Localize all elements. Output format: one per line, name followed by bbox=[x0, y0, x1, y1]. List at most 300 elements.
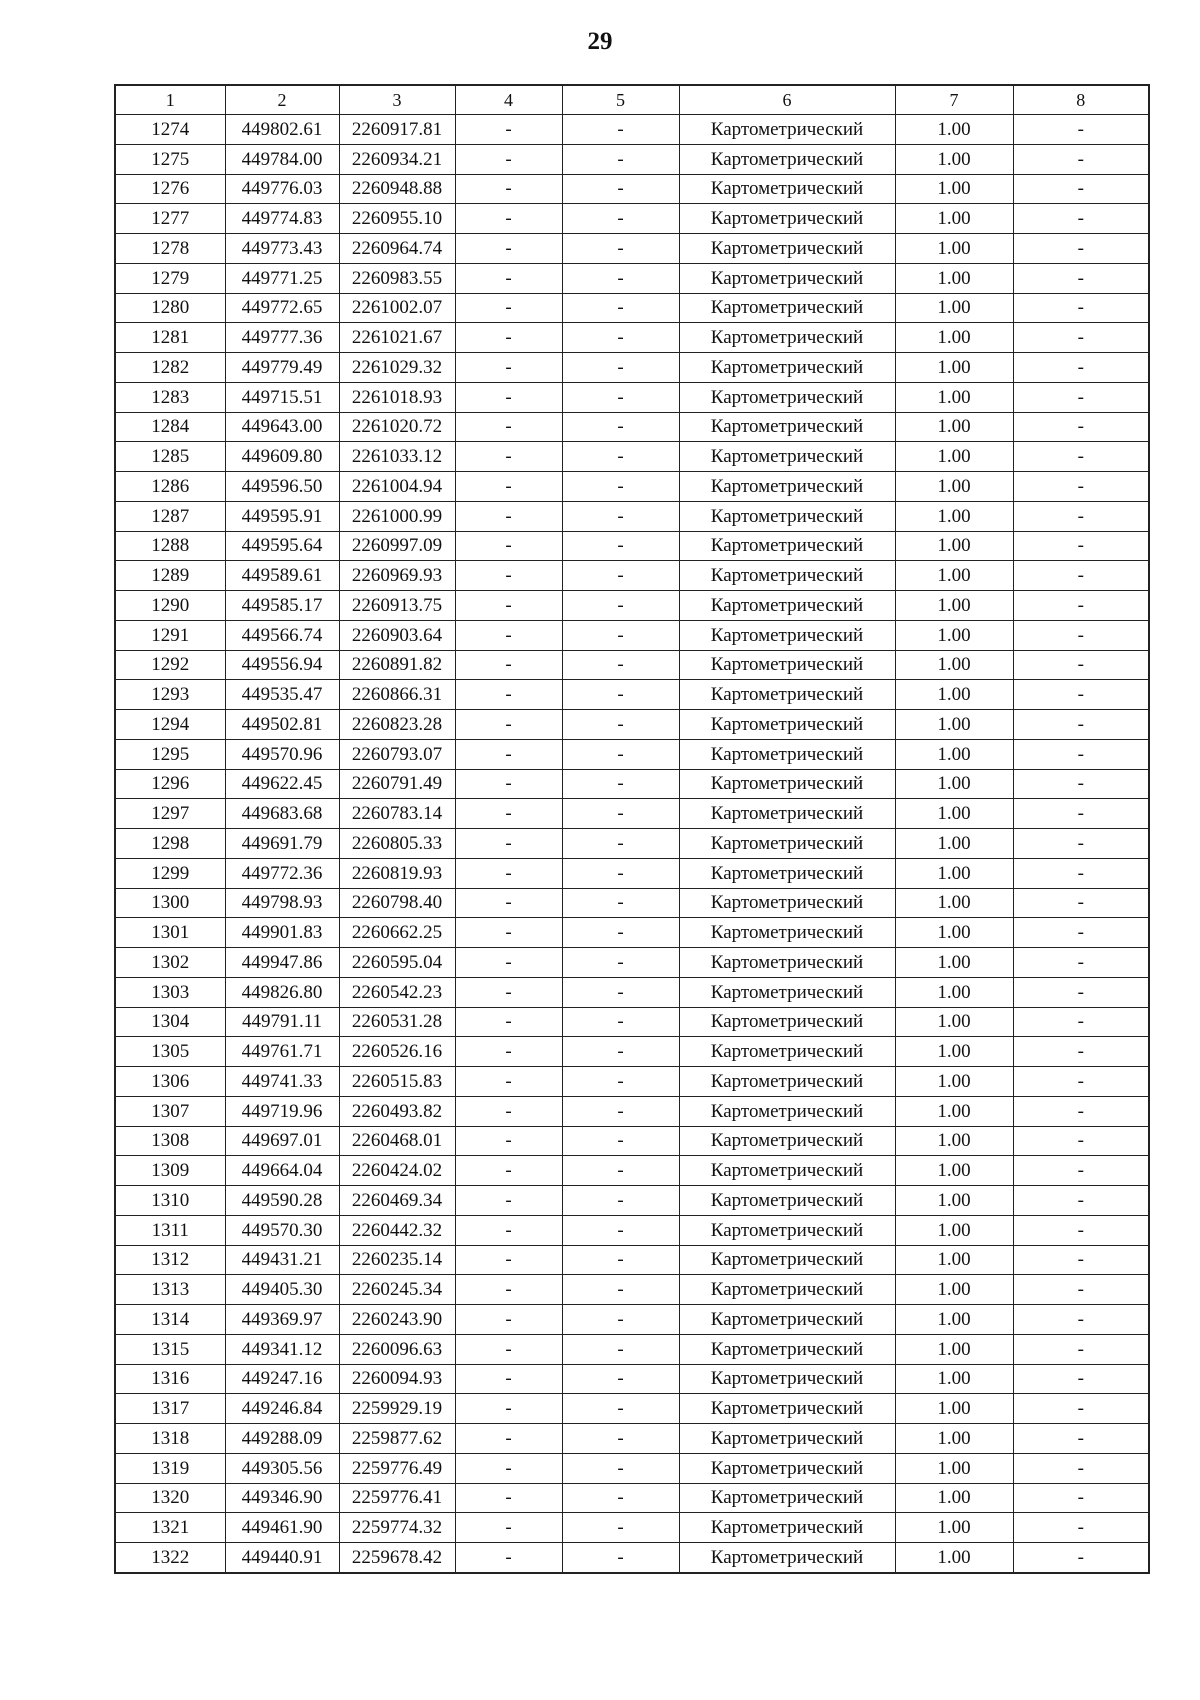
point-number-cell: 1297 bbox=[115, 799, 225, 829]
col4-cell: - bbox=[455, 650, 562, 680]
accuracy-cell: 1.00 bbox=[895, 710, 1013, 740]
col5-cell: - bbox=[562, 501, 679, 531]
table-row bbox=[115, 382, 1149, 412]
y-coordinate-cell: 2260531.28 bbox=[339, 1007, 455, 1037]
point-number-cell: 1282 bbox=[115, 353, 225, 383]
col4-cell: - bbox=[455, 144, 562, 174]
col8-cell: - bbox=[1013, 1483, 1149, 1513]
col8-cell: - bbox=[1013, 323, 1149, 353]
table-row bbox=[115, 561, 1149, 591]
x-coordinate-cell: 449589.61 bbox=[225, 561, 339, 591]
col4-cell: - bbox=[455, 1096, 562, 1126]
accuracy-cell: 1.00 bbox=[895, 739, 1013, 769]
y-coordinate-cell: 2260243.90 bbox=[339, 1305, 455, 1335]
col8-cell: - bbox=[1013, 1453, 1149, 1483]
col5-cell: - bbox=[562, 1334, 679, 1364]
accuracy-cell: 1.00 bbox=[895, 501, 1013, 531]
col5-cell: - bbox=[562, 353, 679, 383]
col5-cell: - bbox=[562, 323, 679, 353]
col4-cell: - bbox=[455, 620, 562, 650]
col5-cell: - bbox=[562, 1245, 679, 1275]
x-coordinate-cell: 449431.21 bbox=[225, 1245, 339, 1275]
x-coordinate-cell: 449461.90 bbox=[225, 1513, 339, 1543]
x-coordinate-cell: 449791.11 bbox=[225, 1007, 339, 1037]
y-coordinate-cell: 2260235.14 bbox=[339, 1245, 455, 1275]
method-cell: Картометрический bbox=[679, 1305, 895, 1335]
col4-cell: - bbox=[455, 353, 562, 383]
accuracy-cell: 1.00 bbox=[895, 442, 1013, 472]
method-cell: Картометрический bbox=[679, 680, 895, 710]
point-number-cell: 1322 bbox=[115, 1543, 225, 1573]
col4-cell: - bbox=[455, 531, 562, 561]
x-coordinate-cell: 449246.84 bbox=[225, 1394, 339, 1424]
accuracy-cell: 1.00 bbox=[895, 918, 1013, 948]
x-coordinate-cell: 449691.79 bbox=[225, 829, 339, 859]
col8-cell: - bbox=[1013, 412, 1149, 442]
method-cell: Картометрический bbox=[679, 1007, 895, 1037]
table-row bbox=[115, 739, 1149, 769]
table-row bbox=[115, 591, 1149, 621]
col4-cell: - bbox=[455, 234, 562, 264]
point-number-cell: 1294 bbox=[115, 710, 225, 740]
table-row bbox=[115, 1394, 1149, 1424]
method-cell: Картометрический bbox=[679, 1424, 895, 1454]
accuracy-cell: 1.00 bbox=[895, 1067, 1013, 1097]
col5-cell: - bbox=[562, 858, 679, 888]
method-cell: Картометрический bbox=[679, 1453, 895, 1483]
method-cell: Картометрический bbox=[679, 1483, 895, 1513]
point-number-cell: 1291 bbox=[115, 620, 225, 650]
point-number-cell: 1281 bbox=[115, 323, 225, 353]
accuracy-cell: 1.00 bbox=[895, 769, 1013, 799]
col4-cell: - bbox=[455, 204, 562, 234]
accuracy-cell: 1.00 bbox=[895, 1453, 1013, 1483]
method-cell: Картометрический bbox=[679, 1543, 895, 1573]
point-number-cell: 1296 bbox=[115, 769, 225, 799]
y-coordinate-cell: 2260424.02 bbox=[339, 1156, 455, 1186]
col4-cell: - bbox=[455, 561, 562, 591]
col4-cell: - bbox=[455, 739, 562, 769]
col4-cell: - bbox=[455, 710, 562, 740]
point-number-cell: 1315 bbox=[115, 1334, 225, 1364]
x-coordinate-cell: 449798.93 bbox=[225, 888, 339, 918]
x-coordinate-cell: 449683.68 bbox=[225, 799, 339, 829]
point-number-cell: 1300 bbox=[115, 888, 225, 918]
col8-cell: - bbox=[1013, 918, 1149, 948]
accuracy-cell: 1.00 bbox=[895, 1483, 1013, 1513]
x-coordinate-cell: 449802.61 bbox=[225, 115, 339, 145]
column-header-2: 2 bbox=[225, 85, 339, 115]
col5-cell: - bbox=[562, 1215, 679, 1245]
table-row bbox=[115, 174, 1149, 204]
point-number-cell: 1319 bbox=[115, 1453, 225, 1483]
col8-cell: - bbox=[1013, 977, 1149, 1007]
table-row bbox=[115, 948, 1149, 978]
y-coordinate-cell: 2260094.93 bbox=[339, 1364, 455, 1394]
method-cell: Картометрический bbox=[679, 1364, 895, 1394]
point-number-cell: 1283 bbox=[115, 382, 225, 412]
col4-cell: - bbox=[455, 769, 562, 799]
x-coordinate-cell: 449622.45 bbox=[225, 769, 339, 799]
point-number-cell: 1310 bbox=[115, 1186, 225, 1216]
y-coordinate-cell: 2260934.21 bbox=[339, 144, 455, 174]
method-cell: Картометрический bbox=[679, 1126, 895, 1156]
point-number-cell: 1321 bbox=[115, 1513, 225, 1543]
point-number-cell: 1286 bbox=[115, 472, 225, 502]
point-number-cell: 1314 bbox=[115, 1305, 225, 1335]
table-row bbox=[115, 472, 1149, 502]
accuracy-cell: 1.00 bbox=[895, 1215, 1013, 1245]
col5-cell: - bbox=[562, 174, 679, 204]
point-number-cell: 1305 bbox=[115, 1037, 225, 1067]
y-coordinate-cell: 2260805.33 bbox=[339, 829, 455, 859]
accuracy-cell: 1.00 bbox=[895, 144, 1013, 174]
col5-cell: - bbox=[562, 1156, 679, 1186]
x-coordinate-cell: 449664.04 bbox=[225, 1156, 339, 1186]
col4-cell: - bbox=[455, 174, 562, 204]
y-coordinate-cell: 2260791.49 bbox=[339, 769, 455, 799]
x-coordinate-cell: 449771.25 bbox=[225, 263, 339, 293]
col5-cell: - bbox=[562, 799, 679, 829]
method-cell: Картометрический bbox=[679, 531, 895, 561]
col4-cell: - bbox=[455, 799, 562, 829]
table-body bbox=[115, 115, 1149, 1573]
point-number-cell: 1298 bbox=[115, 829, 225, 859]
col8-cell: - bbox=[1013, 442, 1149, 472]
method-cell: Картометрический bbox=[679, 977, 895, 1007]
col8-cell: - bbox=[1013, 1186, 1149, 1216]
x-coordinate-cell: 449341.12 bbox=[225, 1334, 339, 1364]
point-number-cell: 1288 bbox=[115, 531, 225, 561]
x-coordinate-cell: 449719.96 bbox=[225, 1096, 339, 1126]
col8-cell: - bbox=[1013, 234, 1149, 264]
y-coordinate-cell: 2259776.41 bbox=[339, 1483, 455, 1513]
table-row bbox=[115, 1186, 1149, 1216]
col5-cell: - bbox=[562, 293, 679, 323]
column-header-5: 5 bbox=[562, 85, 679, 115]
y-coordinate-cell: 2259678.42 bbox=[339, 1543, 455, 1573]
accuracy-cell: 1.00 bbox=[895, 1543, 1013, 1573]
col8-cell: - bbox=[1013, 1424, 1149, 1454]
x-coordinate-cell: 449609.80 bbox=[225, 442, 339, 472]
col4-cell: - bbox=[455, 501, 562, 531]
table-row bbox=[115, 144, 1149, 174]
col4-cell: - bbox=[455, 1007, 562, 1037]
table-row bbox=[115, 293, 1149, 323]
col8-cell: - bbox=[1013, 680, 1149, 710]
col4-cell: - bbox=[455, 829, 562, 859]
col4-cell: - bbox=[455, 442, 562, 472]
point-number-cell: 1289 bbox=[115, 561, 225, 591]
col4-cell: - bbox=[455, 1156, 562, 1186]
table-row bbox=[115, 412, 1149, 442]
accuracy-cell: 1.00 bbox=[895, 1186, 1013, 1216]
x-coordinate-cell: 449643.00 bbox=[225, 412, 339, 442]
table-row bbox=[115, 918, 1149, 948]
point-number-cell: 1313 bbox=[115, 1275, 225, 1305]
accuracy-cell: 1.00 bbox=[895, 293, 1013, 323]
accuracy-cell: 1.00 bbox=[895, 1334, 1013, 1364]
point-number-cell: 1280 bbox=[115, 293, 225, 323]
y-coordinate-cell: 2260515.83 bbox=[339, 1067, 455, 1097]
method-cell: Картометрический bbox=[679, 412, 895, 442]
accuracy-cell: 1.00 bbox=[895, 1513, 1013, 1543]
y-coordinate-cell: 2260969.93 bbox=[339, 561, 455, 591]
table-row bbox=[115, 1245, 1149, 1275]
col4-cell: - bbox=[455, 1037, 562, 1067]
y-coordinate-cell: 2261004.94 bbox=[339, 472, 455, 502]
col5-cell: - bbox=[562, 561, 679, 591]
method-cell: Картометрический bbox=[679, 829, 895, 859]
table-row bbox=[115, 829, 1149, 859]
col8-cell: - bbox=[1013, 263, 1149, 293]
col8-cell: - bbox=[1013, 293, 1149, 323]
col5-cell: - bbox=[562, 710, 679, 740]
accuracy-cell: 1.00 bbox=[895, 650, 1013, 680]
col4-cell: - bbox=[455, 888, 562, 918]
accuracy-cell: 1.00 bbox=[895, 204, 1013, 234]
method-cell: Картометрический bbox=[679, 263, 895, 293]
col8-cell: - bbox=[1013, 1156, 1149, 1186]
method-cell: Картометрический bbox=[679, 204, 895, 234]
x-coordinate-cell: 449556.94 bbox=[225, 650, 339, 680]
x-coordinate-cell: 449405.30 bbox=[225, 1275, 339, 1305]
col8-cell: - bbox=[1013, 799, 1149, 829]
col4-cell: - bbox=[455, 948, 562, 978]
accuracy-cell: 1.00 bbox=[895, 561, 1013, 591]
y-coordinate-cell: 2260823.28 bbox=[339, 710, 455, 740]
point-number-cell: 1308 bbox=[115, 1126, 225, 1156]
table-row bbox=[115, 323, 1149, 353]
col4-cell: - bbox=[455, 472, 562, 502]
table-row bbox=[115, 1513, 1149, 1543]
accuracy-cell: 1.00 bbox=[895, 591, 1013, 621]
point-number-cell: 1317 bbox=[115, 1394, 225, 1424]
col5-cell: - bbox=[562, 829, 679, 859]
method-cell: Картометрический bbox=[679, 1245, 895, 1275]
method-cell: Картометрический bbox=[679, 620, 895, 650]
y-coordinate-cell: 2261000.99 bbox=[339, 501, 455, 531]
y-coordinate-cell: 2260913.75 bbox=[339, 591, 455, 621]
x-coordinate-cell: 449741.33 bbox=[225, 1067, 339, 1097]
table-row bbox=[115, 1483, 1149, 1513]
col4-cell: - bbox=[455, 1483, 562, 1513]
col4-cell: - bbox=[455, 1513, 562, 1543]
y-coordinate-cell: 2261029.32 bbox=[339, 353, 455, 383]
method-cell: Картометрический bbox=[679, 115, 895, 145]
col4-cell: - bbox=[455, 1334, 562, 1364]
col5-cell: - bbox=[562, 263, 679, 293]
col8-cell: - bbox=[1013, 1543, 1149, 1573]
method-cell: Картометрический bbox=[679, 1156, 895, 1186]
col4-cell: - bbox=[455, 858, 562, 888]
col4-cell: - bbox=[455, 918, 562, 948]
accuracy-cell: 1.00 bbox=[895, 799, 1013, 829]
table-row bbox=[115, 1126, 1149, 1156]
x-coordinate-cell: 449826.80 bbox=[225, 977, 339, 1007]
table-row bbox=[115, 442, 1149, 472]
col8-cell: - bbox=[1013, 1364, 1149, 1394]
col5-cell: - bbox=[562, 948, 679, 978]
point-number-cell: 1279 bbox=[115, 263, 225, 293]
accuracy-cell: 1.00 bbox=[895, 1305, 1013, 1335]
table-row bbox=[115, 858, 1149, 888]
header-row bbox=[115, 85, 1149, 115]
table-row bbox=[115, 263, 1149, 293]
accuracy-cell: 1.00 bbox=[895, 1245, 1013, 1275]
x-coordinate-cell: 449773.43 bbox=[225, 234, 339, 264]
column-header-4: 4 bbox=[455, 85, 562, 115]
table-row bbox=[115, 1037, 1149, 1067]
col5-cell: - bbox=[562, 1007, 679, 1037]
y-coordinate-cell: 2260526.16 bbox=[339, 1037, 455, 1067]
point-number-cell: 1320 bbox=[115, 1483, 225, 1513]
col8-cell: - bbox=[1013, 1275, 1149, 1305]
x-coordinate-cell: 449288.09 bbox=[225, 1424, 339, 1454]
col4-cell: - bbox=[455, 1215, 562, 1245]
x-coordinate-cell: 449901.83 bbox=[225, 918, 339, 948]
col8-cell: - bbox=[1013, 739, 1149, 769]
accuracy-cell: 1.00 bbox=[895, 1275, 1013, 1305]
accuracy-cell: 1.00 bbox=[895, 680, 1013, 710]
point-number-cell: 1316 bbox=[115, 1364, 225, 1394]
y-coordinate-cell: 2260903.64 bbox=[339, 620, 455, 650]
method-cell: Картометрический bbox=[679, 918, 895, 948]
x-coordinate-cell: 449784.00 bbox=[225, 144, 339, 174]
col5-cell: - bbox=[562, 1424, 679, 1454]
accuracy-cell: 1.00 bbox=[895, 977, 1013, 1007]
method-cell: Картометрический bbox=[679, 1334, 895, 1364]
method-cell: Картометрический bbox=[679, 1275, 895, 1305]
col5-cell: - bbox=[562, 739, 679, 769]
table-row bbox=[115, 680, 1149, 710]
y-coordinate-cell: 2261002.07 bbox=[339, 293, 455, 323]
x-coordinate-cell: 449772.65 bbox=[225, 293, 339, 323]
col5-cell: - bbox=[562, 620, 679, 650]
y-coordinate-cell: 2260955.10 bbox=[339, 204, 455, 234]
y-coordinate-cell: 2259877.62 bbox=[339, 1424, 455, 1454]
col8-cell: - bbox=[1013, 1037, 1149, 1067]
col4-cell: - bbox=[455, 1186, 562, 1216]
accuracy-cell: 1.00 bbox=[895, 1364, 1013, 1394]
coordinates-table bbox=[114, 84, 1150, 1574]
method-cell: Картометрический bbox=[679, 739, 895, 769]
x-coordinate-cell: 449776.03 bbox=[225, 174, 339, 204]
table-row bbox=[115, 977, 1149, 1007]
accuracy-cell: 1.00 bbox=[895, 829, 1013, 859]
col5-cell: - bbox=[562, 472, 679, 502]
method-cell: Картометрический bbox=[679, 1513, 895, 1543]
y-coordinate-cell: 2260891.82 bbox=[339, 650, 455, 680]
col8-cell: - bbox=[1013, 1126, 1149, 1156]
table-row bbox=[115, 1067, 1149, 1097]
y-coordinate-cell: 2260595.04 bbox=[339, 948, 455, 978]
y-coordinate-cell: 2260964.74 bbox=[339, 234, 455, 264]
method-cell: Картометрический bbox=[679, 1037, 895, 1067]
table-row bbox=[115, 353, 1149, 383]
col5-cell: - bbox=[562, 1513, 679, 1543]
accuracy-cell: 1.00 bbox=[895, 115, 1013, 145]
method-cell: Картометрический bbox=[679, 501, 895, 531]
col4-cell: - bbox=[455, 263, 562, 293]
point-number-cell: 1299 bbox=[115, 858, 225, 888]
x-coordinate-cell: 449502.81 bbox=[225, 710, 339, 740]
point-number-cell: 1290 bbox=[115, 591, 225, 621]
accuracy-cell: 1.00 bbox=[895, 412, 1013, 442]
x-coordinate-cell: 449570.30 bbox=[225, 1215, 339, 1245]
col8-cell: - bbox=[1013, 591, 1149, 621]
col8-cell: - bbox=[1013, 561, 1149, 591]
method-cell: Картометрический bbox=[679, 1186, 895, 1216]
method-cell: Картометрический bbox=[679, 234, 895, 264]
col5-cell: - bbox=[562, 412, 679, 442]
accuracy-cell: 1.00 bbox=[895, 382, 1013, 412]
col4-cell: - bbox=[455, 1543, 562, 1573]
x-coordinate-cell: 449535.47 bbox=[225, 680, 339, 710]
col5-cell: - bbox=[562, 680, 679, 710]
col4-cell: - bbox=[455, 977, 562, 1007]
x-coordinate-cell: 449440.91 bbox=[225, 1543, 339, 1573]
col5-cell: - bbox=[562, 1483, 679, 1513]
point-number-cell: 1287 bbox=[115, 501, 225, 531]
col4-cell: - bbox=[455, 680, 562, 710]
x-coordinate-cell: 449777.36 bbox=[225, 323, 339, 353]
col5-cell: - bbox=[562, 531, 679, 561]
y-coordinate-cell: 2260948.88 bbox=[339, 174, 455, 204]
point-number-cell: 1292 bbox=[115, 650, 225, 680]
point-number-cell: 1301 bbox=[115, 918, 225, 948]
point-number-cell: 1303 bbox=[115, 977, 225, 1007]
col4-cell: - bbox=[455, 591, 562, 621]
table-row bbox=[115, 650, 1149, 680]
col5-cell: - bbox=[562, 1305, 679, 1335]
y-coordinate-cell: 2260493.82 bbox=[339, 1096, 455, 1126]
y-coordinate-cell: 2259774.32 bbox=[339, 1513, 455, 1543]
table-header bbox=[115, 85, 1149, 115]
col5-cell: - bbox=[562, 1126, 679, 1156]
point-number-cell: 1277 bbox=[115, 204, 225, 234]
column-header-1: 1 bbox=[115, 85, 225, 115]
method-cell: Картометрический bbox=[679, 948, 895, 978]
col4-cell: - bbox=[455, 1305, 562, 1335]
col4-cell: - bbox=[455, 293, 562, 323]
table-row bbox=[115, 115, 1149, 145]
y-coordinate-cell: 2260096.63 bbox=[339, 1334, 455, 1364]
col5-cell: - bbox=[562, 144, 679, 174]
method-cell: Картометрический bbox=[679, 1067, 895, 1097]
y-coordinate-cell: 2260997.09 bbox=[339, 531, 455, 561]
column-header-6: 6 bbox=[679, 85, 895, 115]
table-row bbox=[115, 1543, 1149, 1573]
x-coordinate-cell: 449585.17 bbox=[225, 591, 339, 621]
col8-cell: - bbox=[1013, 1245, 1149, 1275]
col4-cell: - bbox=[455, 1126, 562, 1156]
accuracy-cell: 1.00 bbox=[895, 234, 1013, 264]
y-coordinate-cell: 2260468.01 bbox=[339, 1126, 455, 1156]
col8-cell: - bbox=[1013, 1215, 1149, 1245]
col8-cell: - bbox=[1013, 1513, 1149, 1543]
point-number-cell: 1307 bbox=[115, 1096, 225, 1126]
method-cell: Картометрический bbox=[679, 1215, 895, 1245]
accuracy-cell: 1.00 bbox=[895, 1126, 1013, 1156]
x-coordinate-cell: 449595.91 bbox=[225, 501, 339, 531]
col8-cell: - bbox=[1013, 1394, 1149, 1424]
method-cell: Картометрический bbox=[679, 858, 895, 888]
accuracy-cell: 1.00 bbox=[895, 353, 1013, 383]
point-number-cell: 1274 bbox=[115, 115, 225, 145]
col8-cell: - bbox=[1013, 382, 1149, 412]
x-coordinate-cell: 449779.49 bbox=[225, 353, 339, 383]
